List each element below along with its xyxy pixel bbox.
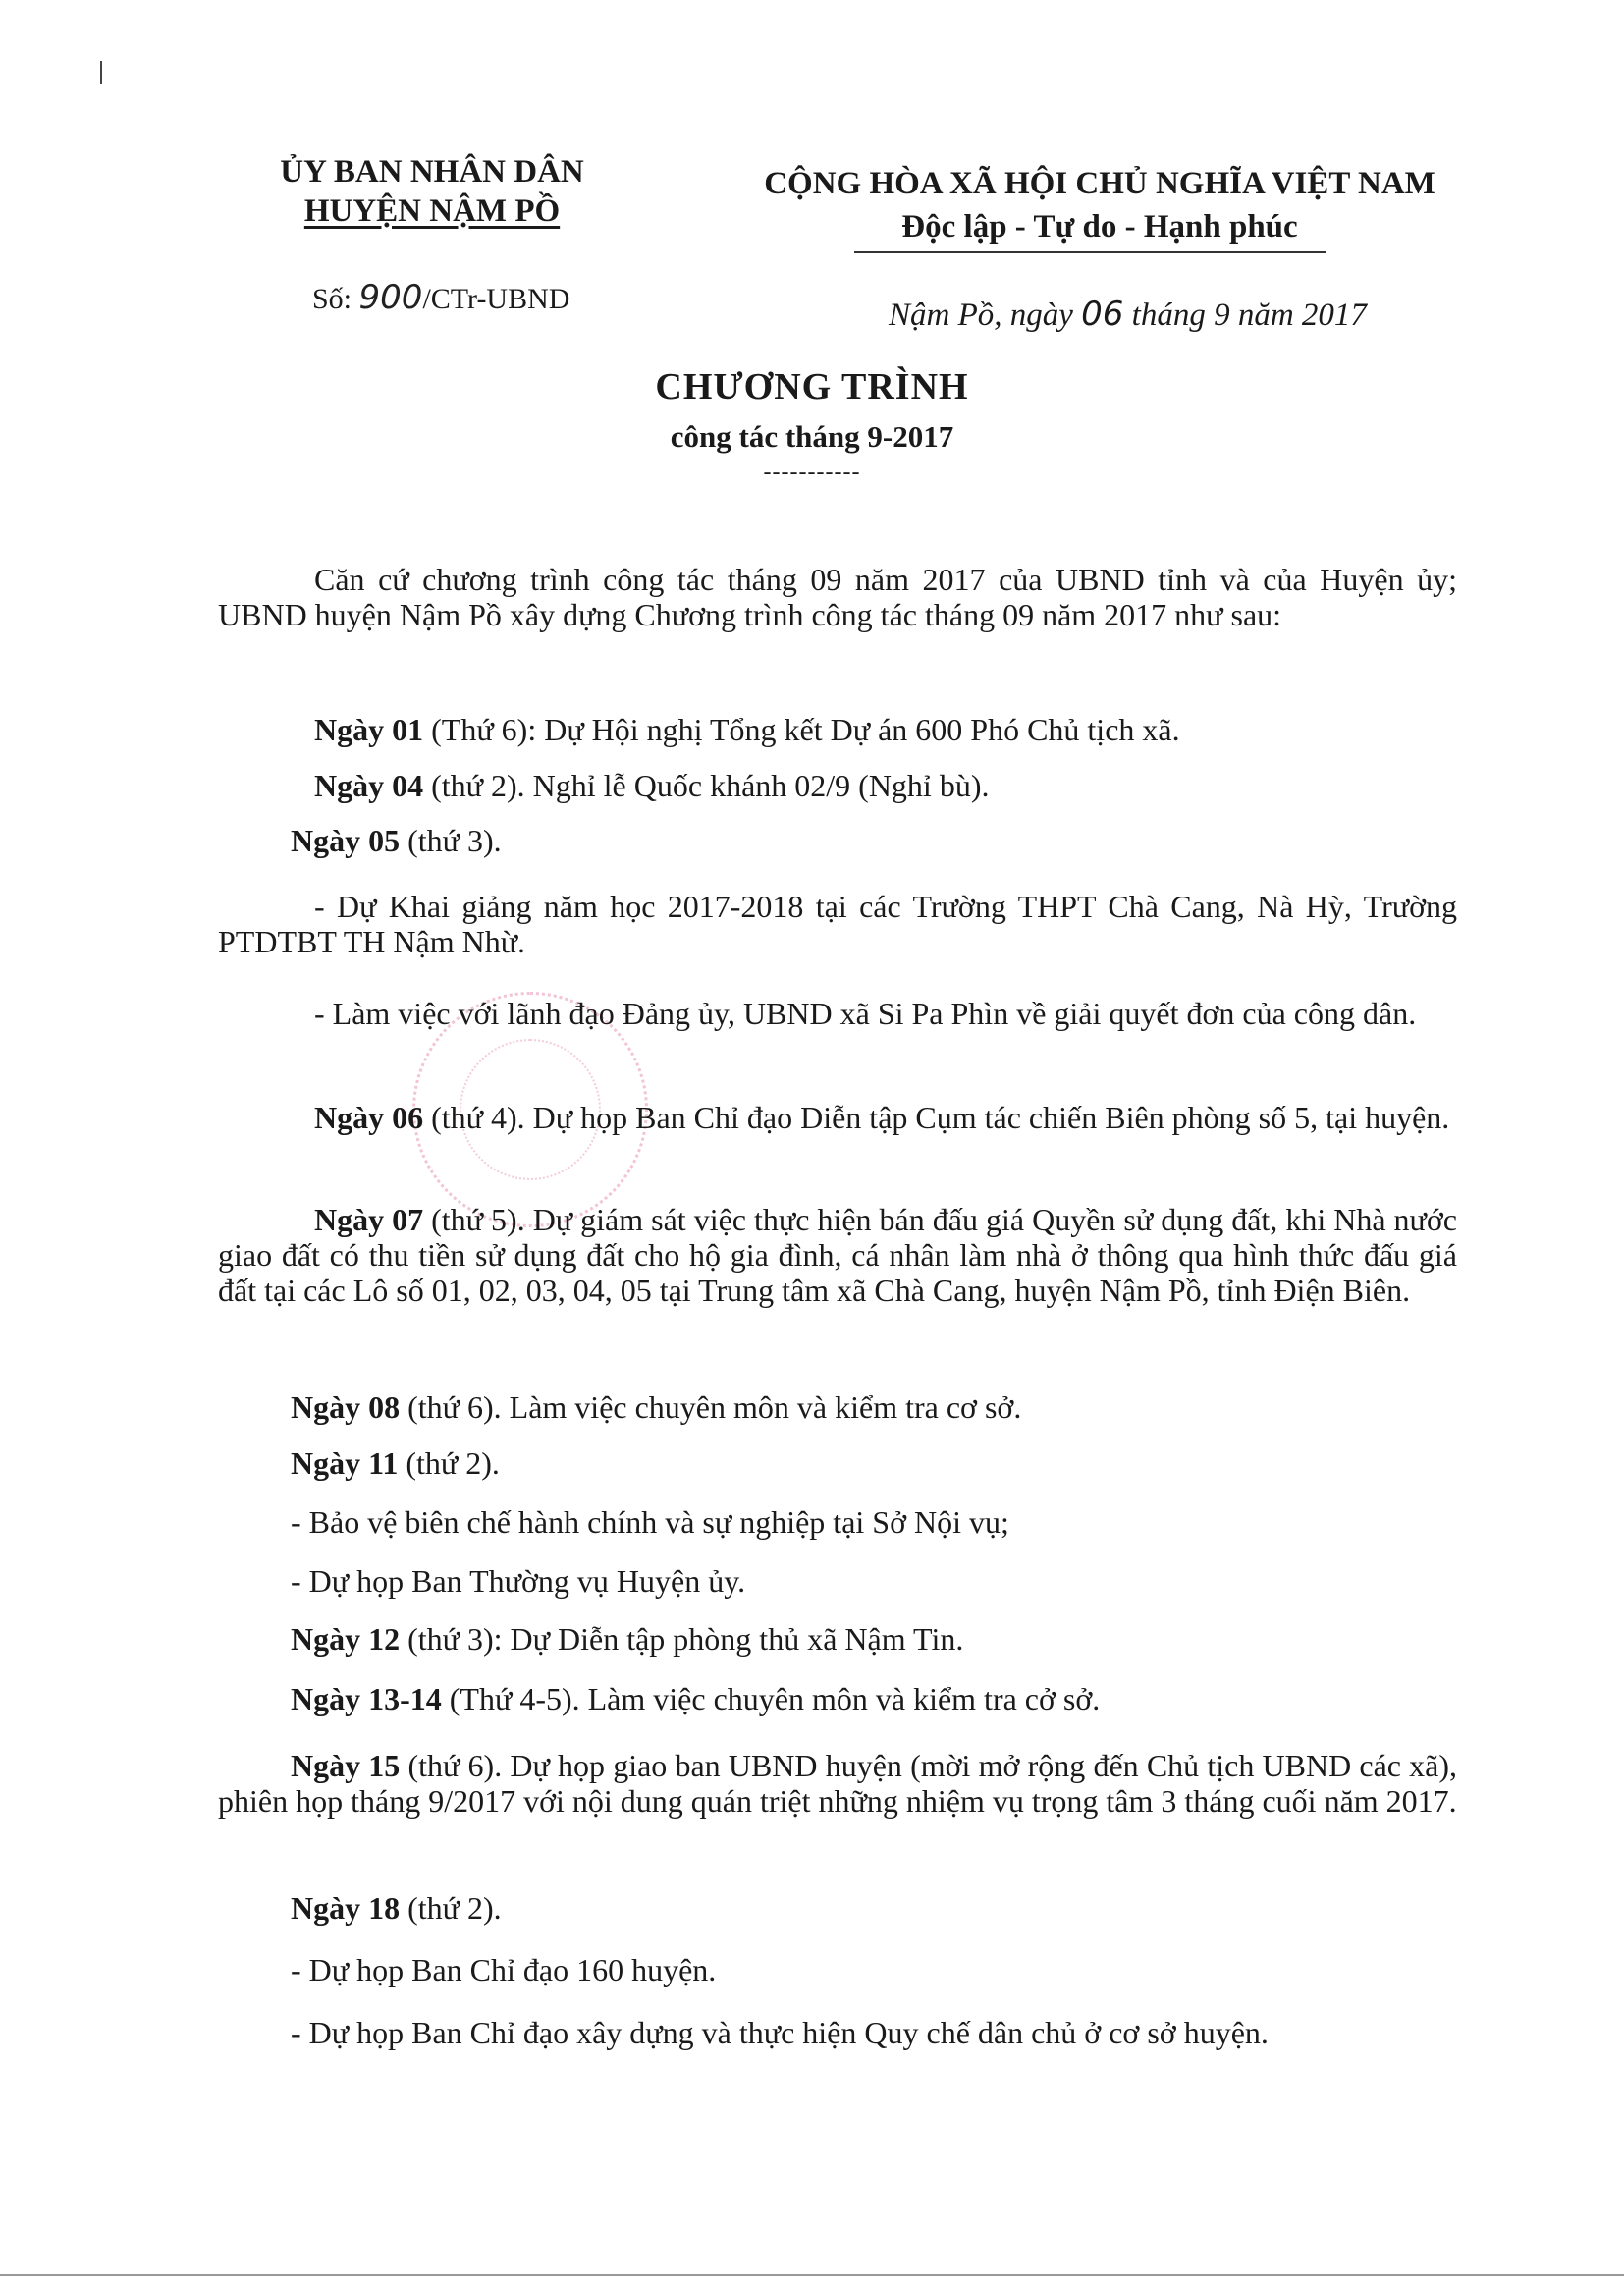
schedule-text: (thứ 3): Dự Diễn tập phòng thủ xã Nậm Tin.: [400, 1621, 964, 1657]
schedule-item: [218, 768, 1457, 803]
schedule-day: Ngày 13-14: [291, 1681, 442, 1716]
schedule-day: Ngày 12: [291, 1621, 401, 1657]
schedule-item: [218, 823, 1457, 858]
schedule-text: (Thứ 6): Dự Hội nghị Tổng kết Dự án 600 Phó Chủ tịch xã.: [423, 712, 1180, 747]
schedule-text: (thứ 6). Làm việc chuyên môn và kiểm tra cơ sở.: [400, 1389, 1022, 1425]
issuer-line-2: HUYỆN NẬM PỒ: [303, 193, 561, 229]
schedule-item: [218, 1389, 1457, 1425]
schedule-text: (thứ 2).: [398, 1445, 500, 1481]
motto-underline: [854, 251, 1326, 253]
schedule-item: [218, 1100, 1457, 1135]
schedule-day: Ngày 15: [291, 1748, 401, 1783]
schedule-day: Ngày 11: [291, 1445, 399, 1481]
schedule-item: [218, 1681, 1457, 1716]
schedule-text: - Dự họp Ban Chỉ đạo xây dựng và thực hiện Quy chế dân chủ ở cơ sở huyện.: [291, 2015, 1269, 2050]
document-number-prefix: Số:: [312, 283, 359, 315]
schedule-subitem: [218, 889, 1457, 959]
schedule-day: Ngày 04: [314, 768, 424, 803]
schedule-day: Ngày 07: [314, 1202, 424, 1237]
schedule-item: [218, 1445, 1457, 1481]
title-divider: -----------: [763, 460, 861, 485]
document-title: CHƯƠNG TRÌNH: [655, 366, 969, 408]
place-date-day: 06: [1081, 295, 1124, 334]
schedule-text: (thứ 2).: [400, 1890, 502, 1926]
schedule-text: - Dự Khai giảng năm học 2017-2018 tại các Trường THPT Chà Cang, Nà Hỳ, Trường PTDTBT TH Nậm Nhừ.: [218, 889, 1457, 959]
scan-mark: [100, 61, 102, 84]
place-date: [889, 295, 1367, 334]
schedule-text: (thứ 5). Dự giám sát việc thực hiện bán đấu giá Quyền sử dụng đất, khi Nhà nước giao đất có thu tiền sử dụng đất cho hộ gia đình, cá nhân làm nhà ở thông qua hình thức đấu giá đất tại các Lô số 01, 02, 03, 04, 05 tại Trung tâm xã Chà Cang, huyện Nậm Pồ, tỉnh Điện Biên.: [218, 1202, 1458, 1308]
intro-paragraph: Căn cứ chương trình công tác tháng 09 năm 2017 của UBND tỉnh và của Huyện ủy; UBND huyện Nậm Pồ xây dựng Chương trình công tác tháng 09 năm 2017 như sau:: [218, 562, 1457, 632]
national-motto: Độc lập - Tự do - Hạnh phúc: [901, 209, 1298, 245]
schedule-subitem: [218, 996, 1457, 1031]
schedule-subitem: [218, 1563, 1457, 1599]
schedule-day: Ngày 05: [291, 823, 401, 858]
issuer-header: [236, 152, 628, 231]
national-line-1: CỘNG HÒA XÃ HỘI CHỦ NGHĨA VIỆT NAM: [764, 166, 1435, 201]
schedule-item: [218, 1621, 1457, 1657]
issuer-line-1: ỦY BAN NHÂN DÂN: [280, 154, 584, 190]
schedule-item: [218, 1748, 1457, 1819]
document-number-handwritten: 900: [358, 278, 423, 317]
schedule-day: Ngày 01: [314, 712, 424, 747]
place-date-prefix: Nậm Pồ, ngày: [889, 298, 1082, 333]
schedule-text: - Dự họp Ban Thường vụ Huyện ủy.: [291, 1563, 746, 1599]
document-subtitle: công tác tháng 9-2017: [670, 419, 954, 454]
place-date-suffix: tháng 9 năm 2017: [1123, 298, 1367, 333]
schedule-item: [218, 1890, 1457, 1926]
document-number: [312, 278, 569, 317]
schedule-day: Ngày 08: [291, 1389, 401, 1425]
schedule-text: - Dự họp Ban Chỉ đạo 160 huyện.: [291, 1952, 717, 1987]
schedule-text: (thứ 3).: [400, 823, 502, 858]
schedule-text: (thứ 6). Dự họp giao ban UBND huyện (mời mở rộng đến Chủ tịch UBND các xã), phiên họp tháng 9/2017 với nội dung quán triệt những nhiệm vụ trọng tâm 3 tháng cuối năm 2017.: [218, 1748, 1458, 1819]
schedule-item: [218, 1202, 1457, 1308]
schedule-text: (thứ 2). Nghỉ lễ Quốc khánh 02/9 (Nghỉ bù).: [423, 768, 990, 803]
schedule-text: - Làm việc với lãnh đạo Đảng ủy, UBND xã Si Pa Phìn về giải quyết đơn của công dân.: [314, 996, 1417, 1031]
scan-bottom-edge: [0, 2274, 1624, 2276]
schedule-day: Ngày 06: [314, 1100, 424, 1135]
schedule-text: (thứ 4). Dự họp Ban Chỉ đạo Diễn tập Cụm tác chiến Biên phòng số 5, tại huyện.: [423, 1100, 1450, 1135]
schedule-day: Ngày 18: [291, 1890, 401, 1926]
schedule-subitem: [218, 2015, 1457, 2050]
schedule-subitem: [218, 1952, 1457, 1987]
schedule-item: [218, 712, 1457, 747]
schedule-text: (Thứ 4-5). Làm việc chuyên môn và kiểm tra cở sở.: [441, 1681, 1101, 1716]
schedule-text: - Bảo vệ biên chế hành chính và sự nghiệp tại Sở Nội vụ;: [291, 1504, 1009, 1540]
document-number-suffix: /CTr-UBND: [422, 283, 570, 315]
schedule-subitem: [218, 1504, 1457, 1540]
national-header: [687, 162, 1512, 248]
